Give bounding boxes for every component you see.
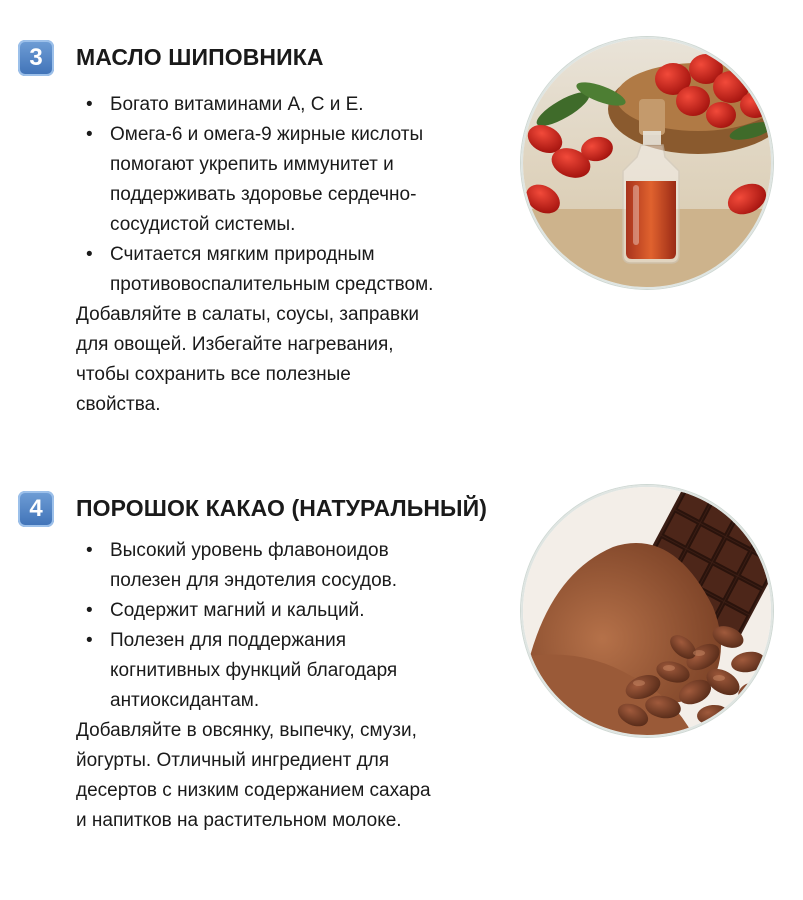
- bullet-item: • Содержит магний и кальций.: [76, 596, 397, 626]
- cocoa-photo: [521, 485, 773, 737]
- bullet-item: • Омега-6 и омега-9 жирные кислоты помогают укрепить иммунитет и поддерживать здоровье сердечно- сосудистой системы.: [76, 120, 433, 240]
- bullet-item: • Полезен для поддержания когнитивных функций благодаря антиоксидантам.: [76, 626, 397, 716]
- rosehip-oil-photo: [521, 37, 773, 289]
- number-badge: 4: [18, 491, 54, 527]
- section-title: ПОРОШОК КАКАО (НАТУРАЛЬНЫЙ): [76, 495, 488, 521]
- number-badge: 3: [18, 40, 54, 76]
- bullet-item: • Считается мягким природным противовоспалительным средством.: [76, 240, 433, 300]
- bullet-list: [76, 90, 433, 300]
- usage-text: Добавляйте в салаты, соусы, заправки для овощей. Избегайте нагревания, чтобы сохранить все полезные свойства.: [76, 304, 420, 415]
- bullet-item: • Высокий уровень флавоноидов полезен для эндотелия сосудов.: [76, 536, 397, 596]
- bullet-item: • Богато витаминами A, C и E.: [76, 90, 433, 120]
- section-rosehip-oil: [0, 0, 803, 440]
- bullet-list: [76, 536, 397, 716]
- usage-text: Добавляйте в овсянку, выпечку, смузи, йогурты. Отличный ингредиент для десертов с низким содержанием сахара и напитков на растительном молоке.: [76, 720, 431, 831]
- section-cocoa-powder: [0, 455, 803, 900]
- section-title: МАСЛО ШИПОВНИКА: [76, 44, 324, 70]
